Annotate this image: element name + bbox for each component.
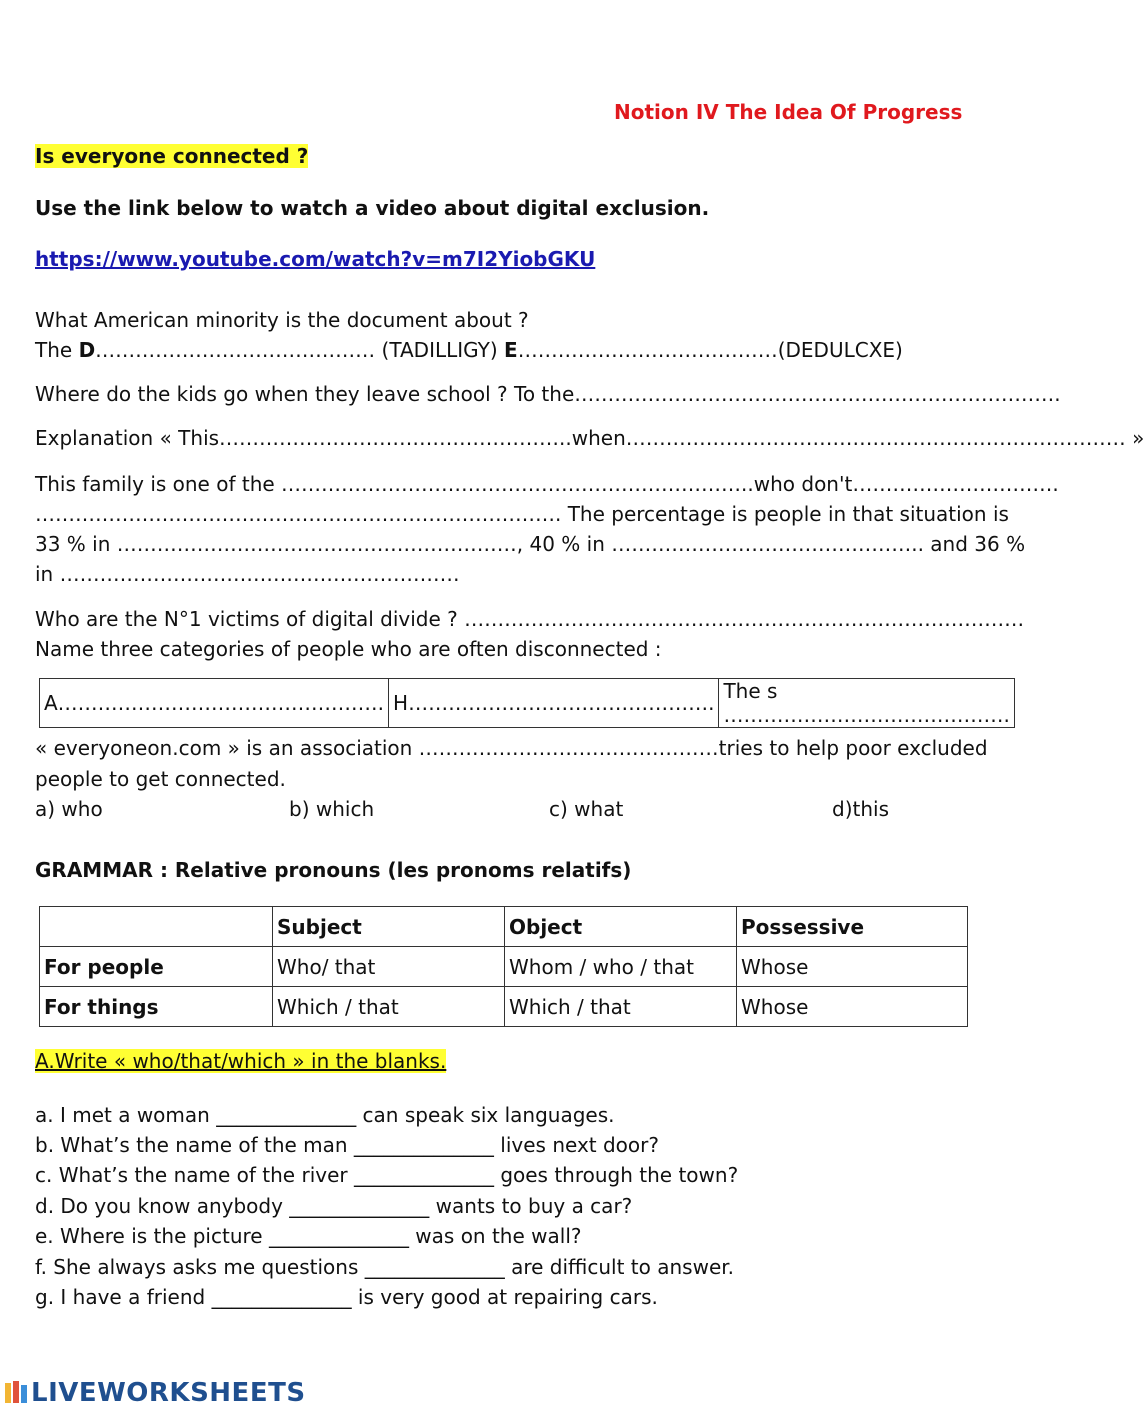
question-categories: Name three categories of people who are often disconnected : [35, 637, 662, 661]
answer-blank-1[interactable]: …………………………………… (TADILLIGY) [95, 338, 505, 362]
exercise-title: A.Write « who/that/which » in the blanks. [35, 1049, 447, 1073]
question-association-line1[interactable]: « everyoneon.com » is an association ………………………………………tries to help poor excluded [35, 736, 988, 760]
grammar-cell: Which / that [505, 987, 737, 1027]
answer-letter-d: D [78, 338, 96, 362]
exercise-item[interactable]: b. What’s the name of the man ______________ lives next door? [35, 1133, 659, 1157]
question-family-line2[interactable]: ……………………………………………………………………. The percentage is people in that situation is [35, 502, 1009, 526]
question-victims[interactable]: Who are the N°1 victims of digital divide ? ………………………………………………………………………… [35, 607, 1025, 631]
notion-title: Notion IV The Idea Of Progress [614, 100, 963, 124]
exercise-item[interactable]: e. Where is the picture ______________ was on the wall? [35, 1224, 582, 1248]
exercise-item[interactable]: f. She always asks me questions ______________ are difficult to answer. [35, 1255, 735, 1279]
question-family-line3[interactable]: 33 % in ……………………………………………………, 40 % in ……………………………………….. and 36 % [35, 532, 1026, 556]
logo-icon [4, 1380, 30, 1404]
question-association-line2: people to get connected. [35, 767, 286, 791]
liveworksheets-logo [4, 1378, 306, 1408]
category-cell-a[interactable]: A…………………………………………. [40, 679, 389, 728]
answer-letter-e: E [504, 338, 518, 362]
section-title: Is everyone connected ? [35, 144, 309, 168]
answer-blank-2[interactable]: …………………………………(DEDULCXE) [517, 338, 903, 362]
logo-text: LIVEWORKSHEETS [31, 1378, 306, 1408]
grammar-header-empty [40, 907, 273, 947]
category-cell-h[interactable]: H………………………………………. [389, 679, 719, 728]
question-minority-answer [35, 335, 903, 365]
option-d[interactable]: d)this [832, 797, 889, 821]
question-family-line1[interactable]: This family is one of the ……………………………………………………………..who don't…………………………. [35, 472, 1059, 496]
question-minority: What American minority is the document about ? [35, 308, 529, 332]
grammar-cell: Whose [737, 987, 968, 1027]
grammar-cell: Whom / who / that [505, 947, 737, 987]
option-b[interactable]: b) which [289, 797, 375, 821]
question-family-line4[interactable]: in …………………………………………………… [35, 562, 460, 586]
grammar-header-possessive: Possessive [737, 907, 968, 947]
question-explanation[interactable]: Explanation « This……………………………………………..when………………………………………………………………… » [35, 426, 1144, 450]
exercise-item[interactable]: c. What’s the name of the river ______________ goes through the town? [35, 1163, 739, 1187]
category-cell-s[interactable]: The s ……………………………………. [719, 679, 1014, 728]
grammar-title: GRAMMAR : Relative pronouns (les pronoms relatifs) [35, 858, 632, 882]
question-kids-go[interactable]: Where do the kids go when they leave school ? To the………………………………………………………………. [35, 382, 1061, 406]
grammar-header-object: Object [505, 907, 737, 947]
answer-prefix: The [35, 338, 79, 362]
video-link[interactable]: https://www.youtube.com/watch?v=m7I2YiobGKU [35, 247, 596, 271]
option-a[interactable]: a) who [35, 797, 103, 821]
grammar-row-people-label: For people [40, 947, 273, 987]
exercise-item[interactable]: d. Do you know anybody ______________ wants to buy a car? [35, 1194, 633, 1218]
option-c[interactable]: c) what [549, 797, 624, 821]
grammar-table [39, 906, 968, 1027]
exercise-item[interactable]: a. I met a woman ______________ can speak six languages. [35, 1103, 615, 1127]
categories-table [39, 678, 1015, 728]
grammar-cell: Which / that [273, 987, 505, 1027]
instruction-text: Use the link below to watch a video about digital exclusion. [35, 196, 710, 220]
grammar-cell: Whose [737, 947, 968, 987]
grammar-cell: Who/ that [273, 947, 505, 987]
grammar-row-things-label: For things [40, 987, 273, 1027]
grammar-header-subject: Subject [273, 907, 505, 947]
exercise-item[interactable]: g. I have a friend ______________ is very good at repairing cars. [35, 1285, 658, 1309]
